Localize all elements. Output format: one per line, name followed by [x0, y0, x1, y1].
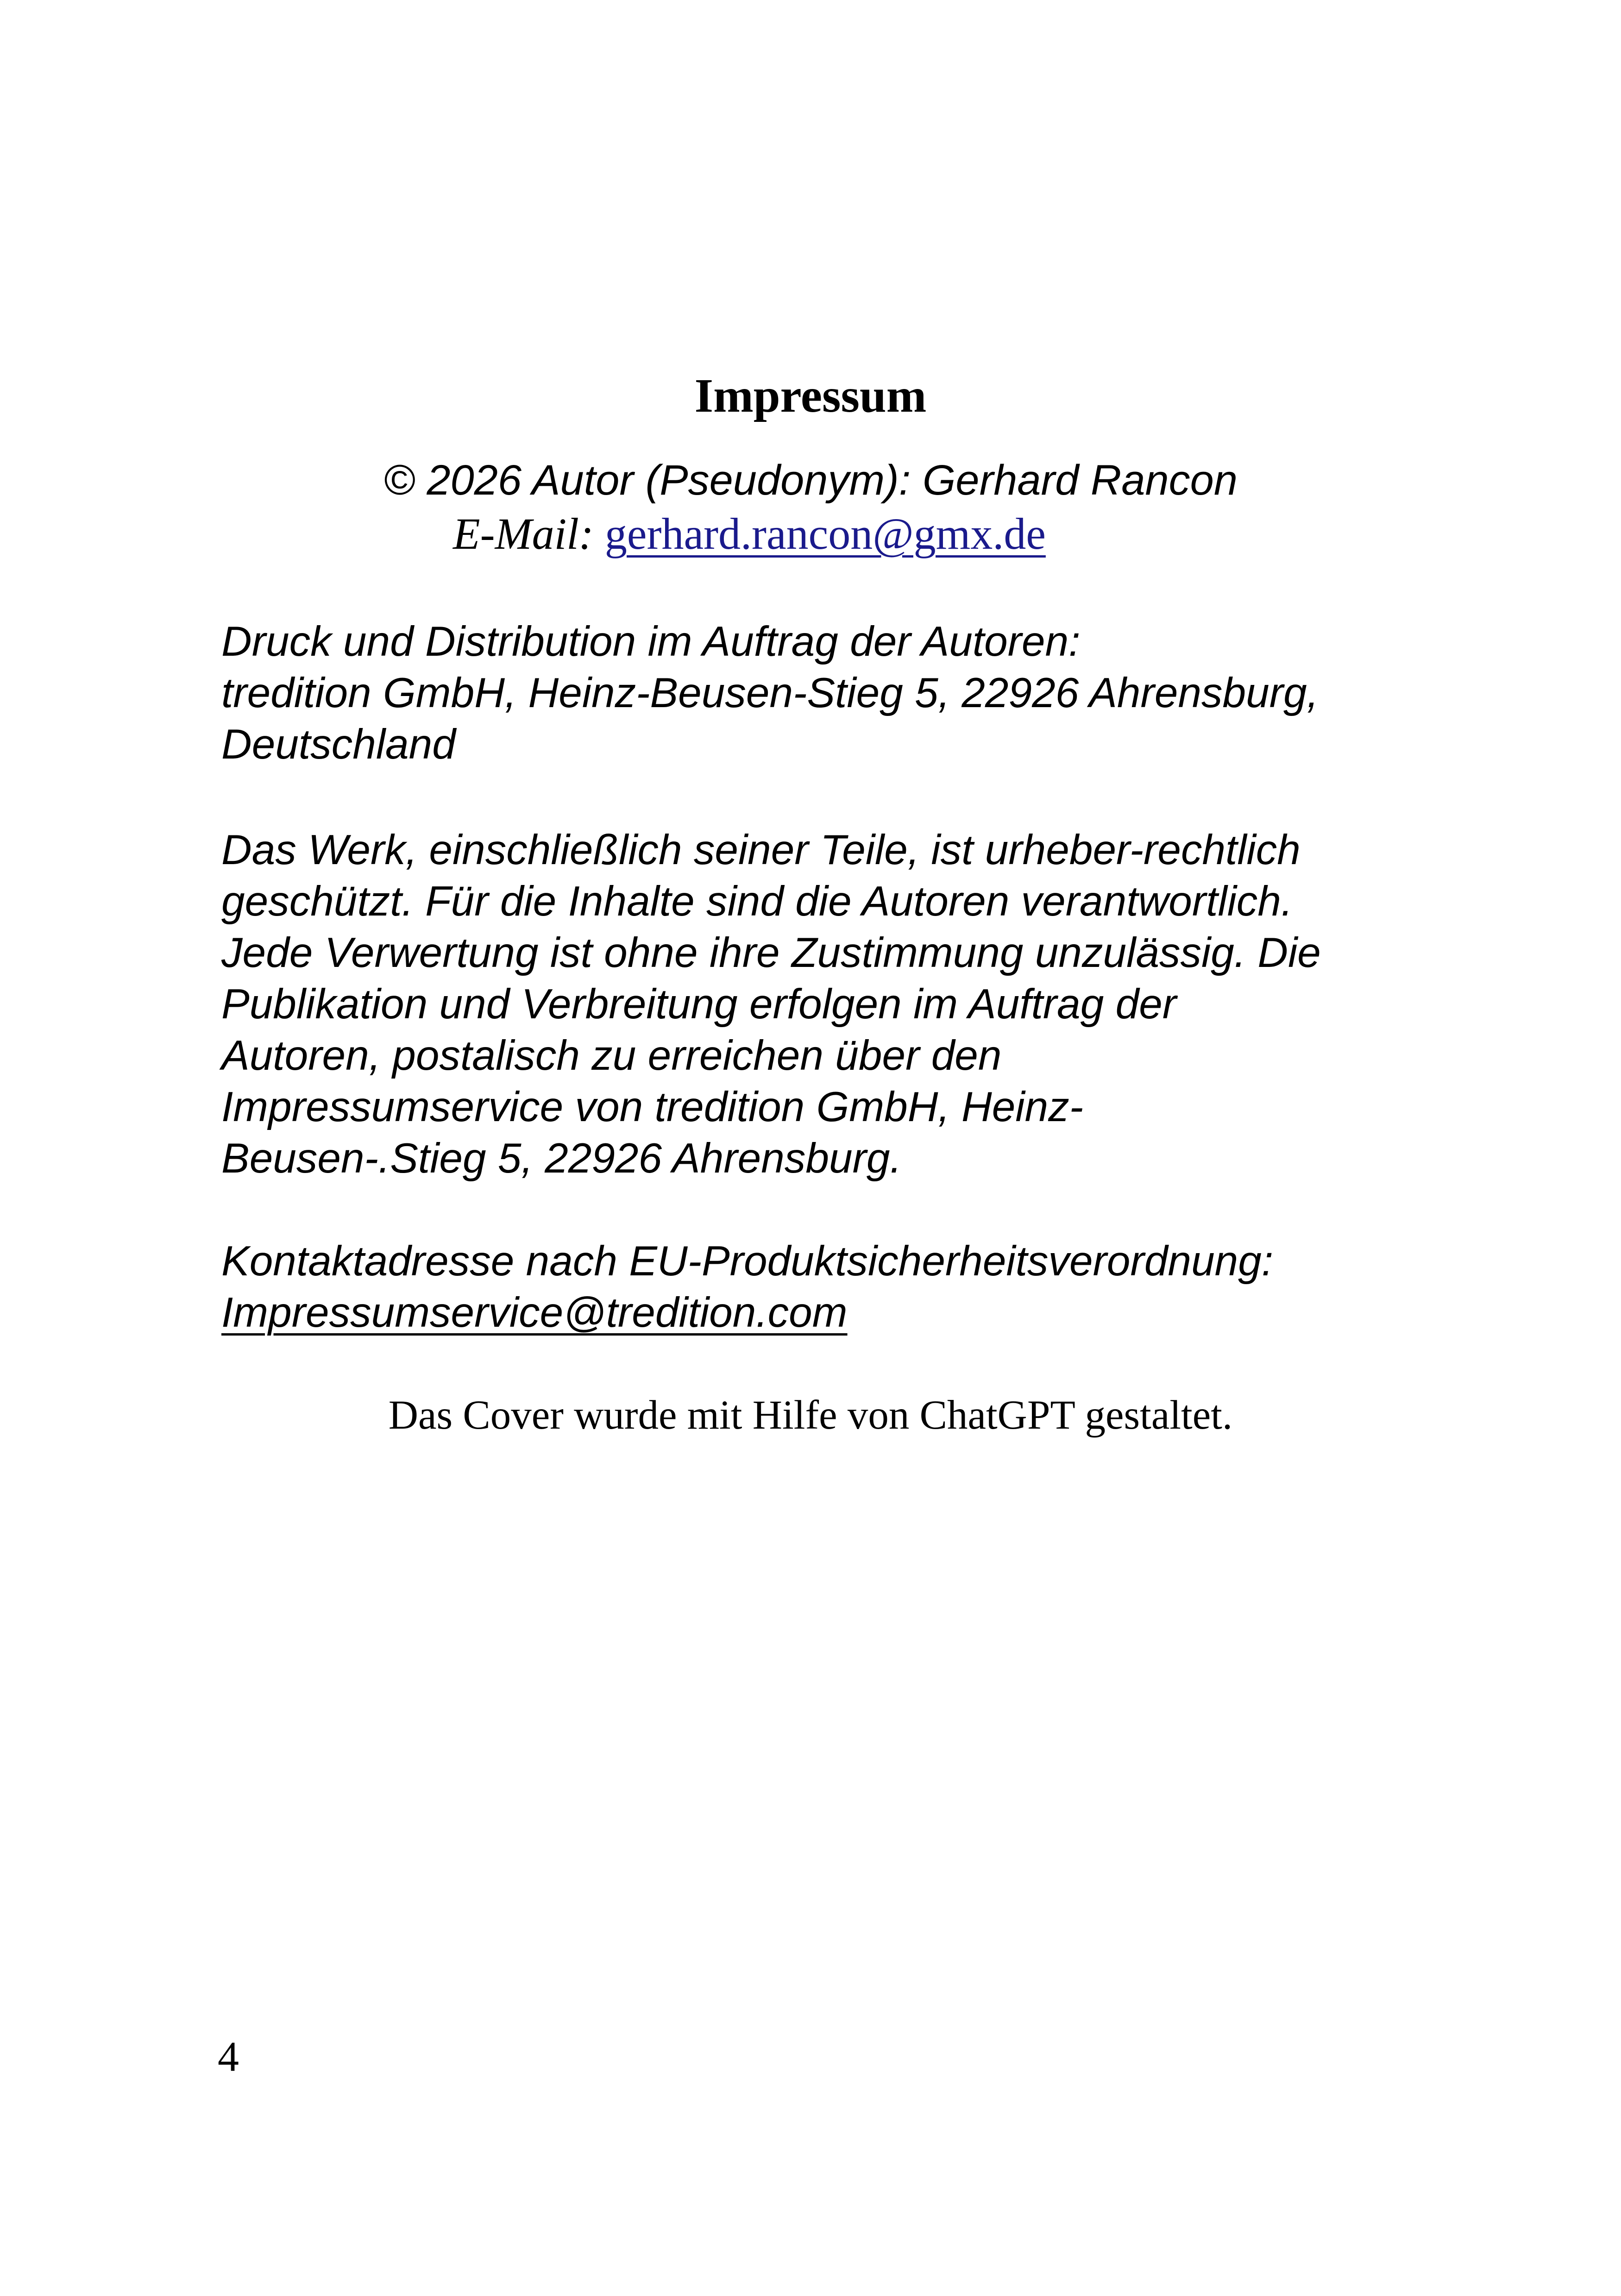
- cover-credit-note: Das Cover wurde mit Hilfe von ChatGPT gestaltet.: [388, 1393, 1233, 1438]
- paragraph-line: geschützt. Für die Inhalte sind die Autoren verantwortlich.: [221, 878, 1293, 925]
- contact-paragraph: [221, 1236, 1435, 1338]
- contact-label: Kontaktadresse nach EU-Produktsicherheitsverordnung:: [221, 1238, 1274, 1285]
- print-distribution-paragraph: [221, 616, 1435, 770]
- paragraph-line: Druck und Distribution im Auftrag der Autoren:: [221, 618, 1081, 665]
- page-number: 4: [218, 2033, 239, 2080]
- paragraph-line: Autoren, postalisch zu erreichen über den: [221, 1032, 1002, 1079]
- paragraph-line: Impressumservice von tredition GmbH, Heinz-: [221, 1084, 1084, 1130]
- paragraph-line: Deutschland: [221, 721, 456, 768]
- paragraph-line: Publikation und Verbreitung erfolgen im Auftrag der: [221, 981, 1177, 1028]
- copyright-line: © 2026 Autor (Pseudonym): Gerhard Rancon: [383, 457, 1238, 504]
- paragraph-line: Jede Verwertung ist ohne ihre Zustimmung unzulässig. Die: [221, 929, 1321, 976]
- author-email-link[interactable]: gerhard.rancon@gmx.de: [604, 509, 1046, 558]
- email-label: E-Mail:: [453, 509, 594, 558]
- author-email-line: [453, 506, 1046, 562]
- page-title: Impressum: [694, 369, 927, 422]
- rights-notice-paragraph: [221, 824, 1435, 1184]
- paragraph-line: Beusen-.Stieg 5, 22926 Ahrensburg.: [221, 1135, 902, 1182]
- paragraph-line: tredition GmbH, Heinz-Beusen-Stieg 5, 22926 Ahrensburg,: [221, 670, 1319, 716]
- contact-email-link[interactable]: Impressumservice@tredition.com: [221, 1289, 848, 1336]
- paragraph-line: Das Werk, einschließlich seiner Teile, ist urheber-rechtlich: [221, 827, 1301, 873]
